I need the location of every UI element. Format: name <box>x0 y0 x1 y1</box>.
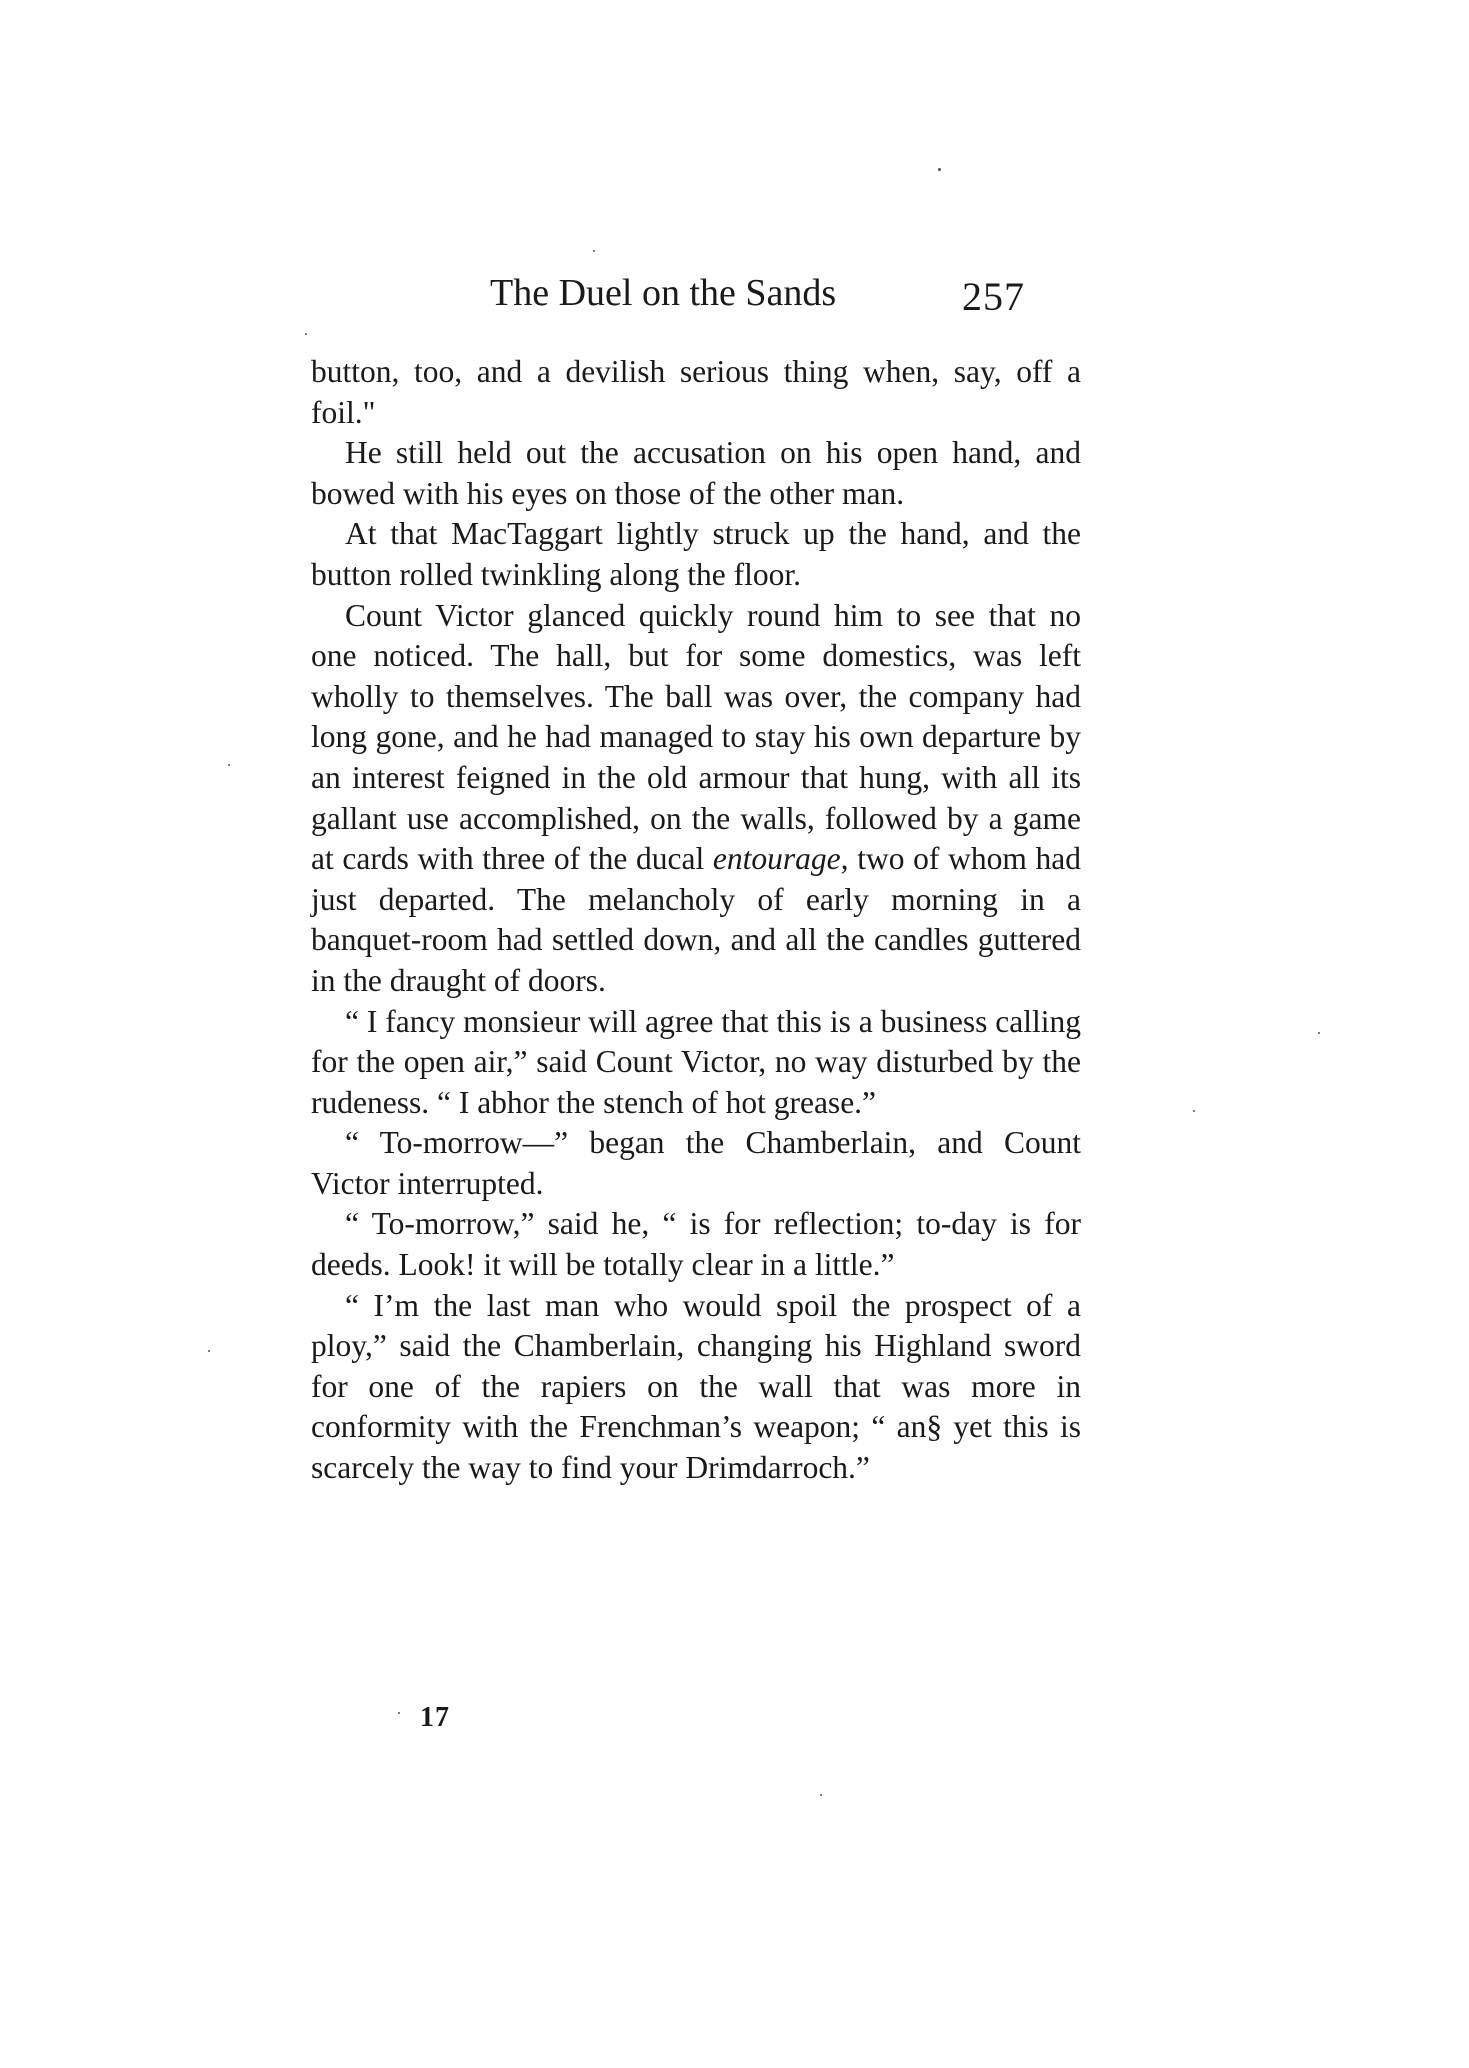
paragraph <box>311 1002 1081 1124</box>
paragraph-text: two of whom had just departed. The melancholy of early morning in a banquet-room had settled down, and all the candles guttered in the draught of doors. <box>311 841 1081 998</box>
running-head <box>490 268 1090 318</box>
running-title: The Duel on the Sands <box>490 272 837 314</box>
paper-speck <box>938 168 941 171</box>
paragraph <box>311 1286 1081 1489</box>
paragraph <box>311 1123 1081 1204</box>
paragraph <box>311 352 1081 433</box>
body-text <box>311 352 1081 1489</box>
paper-speck <box>228 764 230 766</box>
paragraph-text: He still held out the accusation on his open hand, and bowed with his eyes on those of the other man. <box>311 435 1081 511</box>
paper-speck <box>208 1350 210 1352</box>
paragraph <box>311 433 1081 514</box>
paper-speck <box>305 333 307 335</box>
italic-word: entourage, <box>712 841 849 877</box>
paragraph-text: “ I fancy monsieur will agree that this is a business calling for the open air,” said Count Victor, no way disturbed by the rudeness. “ I abhor the stench of hot grease.” <box>311 1003 1081 1120</box>
paragraph-text: At that MacTaggart lightly struck up the hand, and the button rolled twinkling along the floor. <box>311 516 1081 592</box>
paragraph-text: “ To-morrow—” began the Chamberlain, and Count Victor interrupted. <box>311 1125 1081 1201</box>
paragraph-text: “ I’m the last man who would spoil the prospect of a ploy,” said the Chamberlain, changing his Highland sword for one of the rapiers on the wall that was more in conformity with the Frenchman’s weapon; “ an§ yet this is scarcely the way to find your Drimdarroch.” <box>311 1287 1081 1486</box>
paragraph <box>311 1204 1081 1285</box>
paper-speck <box>593 250 595 252</box>
paper-speck <box>398 1712 400 1714</box>
signature-mark: 17 <box>420 1702 450 1733</box>
paragraph-text: “ To-morrow,” said he, “ is for reflection; to-day is for deeds. Look! it will be totally clear in a little.” <box>311 1206 1081 1283</box>
paper-speck <box>1318 1032 1320 1034</box>
paper-speck <box>820 1794 822 1796</box>
paragraph <box>311 596 1081 1002</box>
paragraph <box>311 514 1081 595</box>
paragraph-text: Count Victor glanced quickly round him to see that no one noticed. The hall, but for some domestics, was left wholly to themselves. The ball was over, the company had long gone, and he had managed to stay his own departure by an interest feigned in the old armour that hung, with all its gallant use accomplished, on the walls, followed by a game at cards with three of the ducal <box>311 597 1081 877</box>
paragraph-text: button, too, and a devilish serious thing when, say, off a foil." <box>311 354 1081 430</box>
page-number: 257 <box>962 274 1025 319</box>
paper-speck <box>1193 1110 1195 1112</box>
